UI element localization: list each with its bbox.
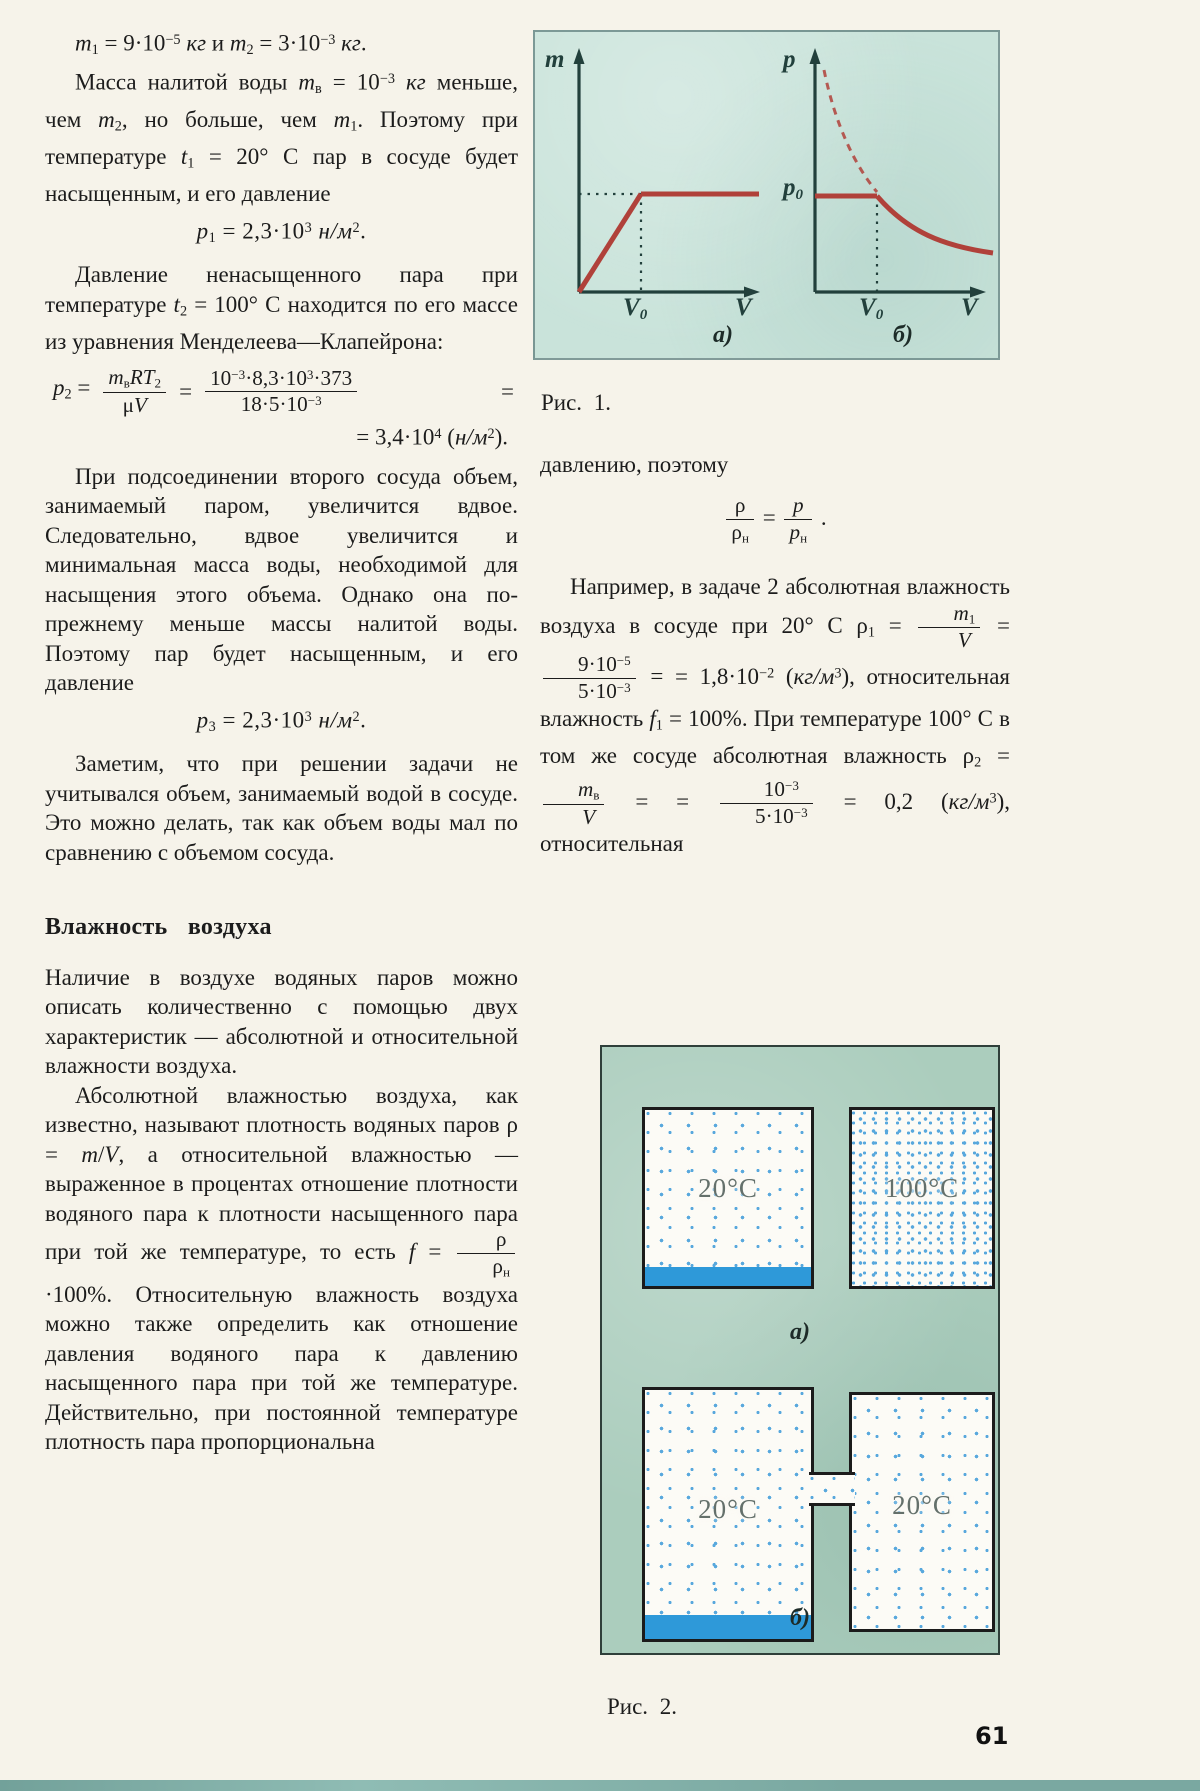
formula-p2-result: = $3,4\cdot 10^4$ $(н/м^2)$. <box>356 424 508 450</box>
fig1-sublabel-b: б) <box>893 322 913 348</box>
y-axis-arrow <box>810 48 821 64</box>
vessel-20c-connected <box>849 1392 995 1632</box>
p0-level-label: $p_0$ <box>783 174 803 203</box>
figure-1 <box>533 30 1000 360</box>
frac-numerator: p <box>784 494 812 520</box>
vessel-temp-label: 100°C <box>884 1173 960 1203</box>
example-seg2: = $1,8\cdot 10^{-2}$ $(кг/м^3)$, относительная влажность $f_1 = 100\%$. При температуре 100° C в том же сосуде абсолютная влажность $\rho_2$ = <box>540 663 1010 771</box>
frac-numerator: $10^{-3}$ <box>720 778 813 804</box>
example-seg1: Например, в задаче 2 абсолютная влажность воздуха в сосуде при 20° C $\rho_1$ = <box>540 574 1010 641</box>
vessel-20c-connected-with-water <box>642 1387 814 1642</box>
pressure-volume-graph <box>783 44 998 323</box>
formula-p3: $p_3 = 2,3\cdot 10^3$ $н/м^2$. <box>196 707 367 735</box>
para-second-vessel: При подсоединении второго сосуда объем, занимаемый паром, увеличится вдвое. Следовательно, вдвое увеличится и минимальная масса воды, необходимой для насыщения этого объема. Однако она по-прежнему меньше массы налитой воды. Поэтому пар будет насыщенным, и его давление <box>45 463 518 696</box>
pressure-volume-graph-svg <box>783 44 998 316</box>
frac-numerator: $m_вRT_2$ <box>103 366 166 393</box>
section-heading-humidity: Влажность воздуха <box>45 914 272 941</box>
example-seg3: = <box>648 788 717 814</box>
example-eq3: = <box>607 788 649 814</box>
example-frac-numeric2 <box>720 778 813 828</box>
frac-denominator: $5\cdot 10^{-3}$ <box>754 803 808 828</box>
mass-volume-graph-svg <box>547 44 772 316</box>
y-axis-label-m: m <box>545 46 565 73</box>
ratio-equals: = <box>762 505 776 531</box>
frac-numerator: ρ <box>457 1228 515 1254</box>
vessel-100c-all-vapor <box>849 1107 995 1289</box>
formula-p1: $p_1 = 2,3\cdot 10^3$ $н/м^2$. <box>196 217 367 246</box>
page-bottom-edge <box>0 1780 1200 1791</box>
para-absolute-before: Абсолютной влажностью воздуха, как известно, называют плотность водяных паров ρ = m/V, а относительной влажностью — выраженное в процентах отношение плотности водяного пара к плотности насыщенного пара при той же температуре, то есть f = <box>45 1082 518 1265</box>
frac-numerator: $9\cdot 10^{-5}$ <box>543 653 636 679</box>
frac-denominator: $18\cdot 5\cdot 10^{-3}$ <box>240 392 322 417</box>
fig1-sublabel-a: а) <box>713 322 733 348</box>
vessel-temp-label: 20°C <box>698 1173 758 1203</box>
connecting-tube <box>809 1472 855 1506</box>
frac-numerator: ρ <box>726 494 754 520</box>
given-masses-line: $m_1 = 9\cdot 10^{-5}$ кг и $m_2 = 3\cdot 10^{-3}$ кг. <box>75 30 367 58</box>
ratio-frac-right <box>784 494 812 546</box>
para-humidity-intro: Наличие в воздухе водяных паров можно описать количественно с помощью двух характеристик — абсолютной и относительной влажности воздуха. <box>45 964 518 1079</box>
relative-humidity-frac <box>457 1228 515 1280</box>
para-absolute-humidity <box>45 1081 518 1457</box>
frac-denominator: $5\cdot 10^{-3}$ <box>578 678 631 703</box>
frac-numerator: $m_1$ <box>918 602 980 629</box>
formula-p2-frac2 <box>205 367 357 417</box>
ratio-frac-left <box>726 494 754 546</box>
frac-denominator: $p_н$ <box>789 519 808 545</box>
formula-p2 <box>45 366 518 418</box>
para-water-mass: Масса налитой воды $m_в = 10^{-3}$ кг меньше, чем $m_2$, но больше, чем $m_1$. Поэтому при температуре $t_1 = 20^\circ$ C пар в сосуде будет насыщенным, и его давление <box>45 69 519 207</box>
formula-density-ratio <box>540 494 1010 546</box>
formula-p2-lhs: $p_2$ = <box>53 375 91 403</box>
example-eq1: = <box>983 612 1010 638</box>
frac-denominator: V <box>582 804 596 829</box>
x-axis-label-v: V <box>961 294 978 321</box>
example-seg4: = 0,2 $(кг/м^3)$, относительная <box>540 788 1010 857</box>
left-column <box>45 26 518 1457</box>
example-frac-m1V <box>918 602 980 654</box>
fig1-caption: Рис. 1. <box>541 390 612 415</box>
ratio-period: . <box>820 505 827 531</box>
para-example <box>540 572 1010 859</box>
para-unsaturated-pressure: Давление ненасыщенного пара при температуре $t_2 = 100^\circ$ C находится по его массе из уравнения Менделеева—Клапейрона: <box>45 262 519 354</box>
isotherm-dashed-curve <box>824 70 877 192</box>
formula-p2-eq2: = <box>501 379 514 405</box>
frac-denominator: μV <box>122 393 147 418</box>
para-pressure-therefore: давлению, поэтому <box>540 452 729 477</box>
mass-rise-line <box>579 194 641 292</box>
frac-denominator: $\rho_н$ <box>492 1253 510 1280</box>
vessel-20c-with-water <box>642 1107 814 1289</box>
example-frac-mvV <box>543 778 604 830</box>
v0-tick-label: $V_0$ <box>623 294 648 323</box>
mass-volume-graph <box>545 44 772 323</box>
figure-2 <box>600 1045 1000 1655</box>
para-note: Заметим, что при решении задачи не учитывался объем, занимаемый водой в сосуде. Это можно делать, так как объем воды мал по сравнению с объемом сосуда. <box>45 751 518 865</box>
y-axis-label-p: p <box>783 46 796 73</box>
frac-denominator: V <box>957 628 971 653</box>
pressure-decay-curve <box>877 196 993 253</box>
water-layer <box>645 1267 811 1286</box>
formula-p2-frac1 <box>103 366 166 418</box>
y-axis-arrow <box>574 48 585 64</box>
frac-numerator: $m_в$ <box>543 778 604 805</box>
v0-tick-label: $V_0$ <box>859 294 884 323</box>
vessel-temp-label: 20°C <box>698 1494 758 1524</box>
fig2-sublabel-b: б) <box>790 1605 810 1631</box>
x-axis-label-v: V <box>735 294 752 321</box>
formula-p2-eq1: = <box>179 379 193 405</box>
para-absolute-after: ·100%. Относительную влажность воздуха можно также определить как отношение давления водяного пара к давлению насыщенного пара при той же температуре. Действительно, при постоянной температуре плотность пара пропорциональна <box>45 1281 518 1455</box>
example-frac-numeric1 <box>543 653 636 703</box>
vessel-temp-label: 20°C <box>892 1490 952 1520</box>
example-eq2: = <box>638 663 664 689</box>
fig2-caption: Рис. 2. <box>607 1694 678 1719</box>
page-number: 61 <box>975 1722 1009 1750</box>
frac-numerator: $10^{-3}\cdot 8,3\cdot 10^3\cdot 373$ <box>205 367 357 393</box>
fig2-sublabel-a: а) <box>790 1319 810 1345</box>
frac-denominator: $\rho_н$ <box>731 519 749 545</box>
